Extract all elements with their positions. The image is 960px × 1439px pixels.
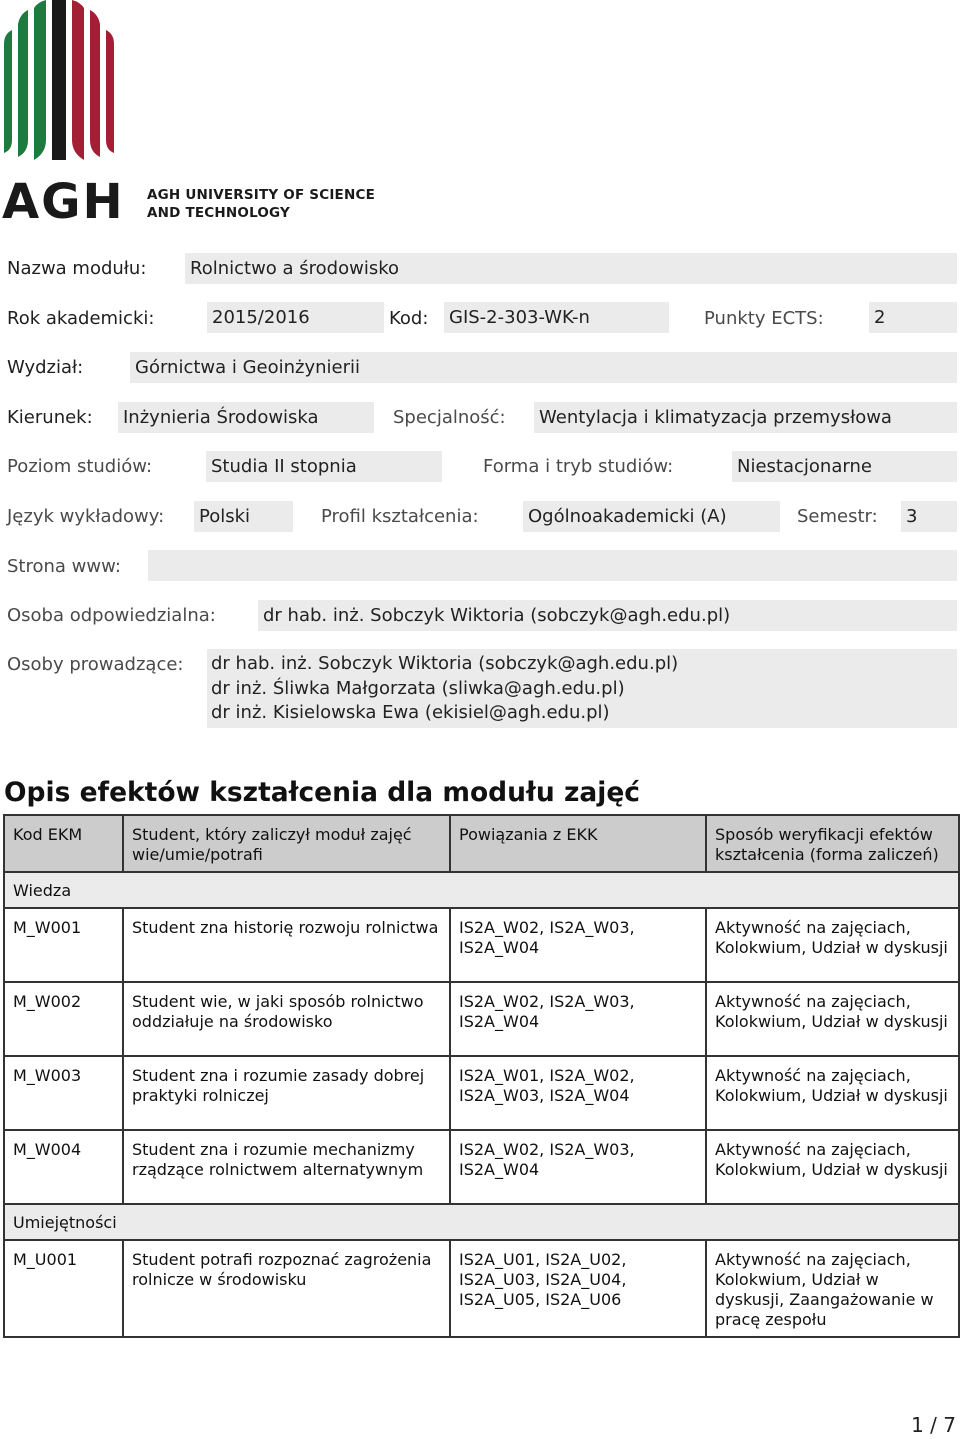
cell-verification: Aktywność na zajęciach, Kolokwium, Udział w dyskusji — [706, 1056, 959, 1130]
table-row — [4, 1130, 959, 1204]
group-name: Umiejętności — [4, 1204, 959, 1240]
teacher-line: dr inż. Kisielowska Ewa (ekisiel@agh.edu.pl) — [211, 702, 610, 723]
cell-description: Student zna historię rozwoju rolnictwa — [123, 908, 450, 982]
table-row — [4, 908, 959, 982]
field-value: Inżynieria Środowiska — [118, 402, 374, 433]
table-row — [4, 1240, 959, 1337]
cell-ekk: IS2A_U01, IS2A_U02, IS2A_U03, IS2A_U04, IS2A_U05, IS2A_U06 — [450, 1240, 706, 1337]
group-row — [4, 1204, 959, 1240]
logo-stripes — [4, 0, 114, 160]
logo-university-name — [147, 186, 375, 222]
ects-label: Punkty ECTS: — [704, 308, 824, 329]
cell-ekk: IS2A_W02, IS2A_W03, IS2A_W04 — [450, 982, 706, 1056]
level-value: Studia II stopnia — [206, 451, 442, 482]
table-row — [4, 1056, 959, 1130]
header-verification: Sposób weryfikacji efektów kształcenia (forma zaliczeń) — [706, 815, 959, 872]
cell-description: Student zna i rozumie zasady dobrej praktyki rolniczej — [123, 1056, 450, 1130]
cell-description: Student zna i rozumie mechanizmy rządzące rolnictwem alternatywnym — [123, 1130, 450, 1204]
cell-verification: Aktywność na zajęciach, Kolokwium, Udział w dyskusji — [706, 982, 959, 1056]
page-number: 1 / 7 — [911, 1413, 956, 1437]
table-header-row — [4, 815, 959, 872]
www-label: Strona www: — [7, 556, 121, 577]
header-code: Kod EKM — [4, 815, 123, 872]
semester-label: Semestr: — [797, 506, 878, 527]
teachers-label: Osoby prowadzące: — [7, 654, 184, 675]
faculty-label: Wydział: — [7, 357, 84, 378]
header-ekk: Powiązania z EKK — [450, 815, 706, 872]
cell-code: M_W001 — [4, 908, 123, 982]
faculty-value: Górnictwa i Geoinżynierii — [130, 352, 957, 383]
cell-code: M_U001 — [4, 1240, 123, 1337]
cell-description: Student potrafi rozpoznać zagrożenia rolnicze w środowisku — [123, 1240, 450, 1337]
semester-value: 3 — [901, 501, 957, 532]
group-row — [4, 872, 959, 908]
code-label: Kod: — [389, 308, 429, 329]
learning-outcomes-table — [3, 814, 960, 1338]
mode-label: Forma i tryb studiów: — [483, 456, 674, 477]
code-value: GIS-2-303-WK-n — [444, 302, 669, 333]
field-label: Kierunek: — [7, 407, 93, 428]
cell-ekk: IS2A_W02, IS2A_W03, IS2A_W04 — [450, 908, 706, 982]
logo-line-2: AND TECHNOLOGY — [147, 205, 291, 221]
section-title: Opis efektów kształcenia dla modułu zajęć — [4, 777, 641, 808]
module-name-label: Nazwa modułu: — [7, 258, 147, 279]
cell-description: Student wie, w jaki sposób rolnictwo oddziałuje na środowisko — [123, 982, 450, 1056]
teachers-value — [207, 649, 957, 728]
cell-code: M_W002 — [4, 982, 123, 1056]
teacher-line: dr hab. inż. Sobczyk Wiktoria (sobczyk@agh.edu.pl) — [211, 653, 679, 674]
level-label: Poziom studiów: — [7, 456, 153, 477]
specialty-label: Specjalność: — [393, 407, 506, 428]
cell-verification: Aktywność na zajęciach, Kolokwium, Udział w dyskusji — [706, 1130, 959, 1204]
cell-verification: Aktywność na zajęciach, Kolokwium, Udział w dyskusji, Zaangażowanie w pracę zespołu — [706, 1240, 959, 1337]
table-row — [4, 982, 959, 1056]
cell-verification: Aktywność na zajęciach, Kolokwium, Udział w dyskusji — [706, 908, 959, 982]
header-description: Student, który zaliczył moduł zajęć wie/umie/potrafi — [123, 815, 450, 872]
module-name-value: Rolnictwo a środowisko — [185, 253, 957, 284]
responsible-label: Osoba odpowiedzialna: — [7, 605, 216, 626]
teacher-line: dr inż. Śliwka Małgorzata (sliwka@agh.edu.pl) — [211, 677, 625, 699]
responsible-value: dr hab. inż. Sobczyk Wiktoria (sobczyk@agh.edu.pl) — [258, 600, 957, 631]
specialty-value: Wentylacja i klimatyzacja przemysłowa — [534, 402, 957, 433]
cell-ekk: IS2A_W02, IS2A_W03, IS2A_W04 — [450, 1130, 706, 1204]
profile-label: Profil kształcenia: — [321, 506, 479, 527]
logo-mark: AGH — [2, 174, 125, 225]
www-value — [148, 550, 957, 581]
academic-year-value: 2015/2016 — [207, 302, 384, 333]
language-value: Polski — [194, 501, 293, 532]
academic-year-label: Rok akademicki: — [7, 308, 155, 329]
cell-code: M_W004 — [4, 1130, 123, 1204]
profile-value: Ogólnoakademicki (A) — [523, 501, 780, 532]
ects-value: 2 — [869, 302, 957, 333]
cell-ekk: IS2A_W01, IS2A_W02, IS2A_W03, IS2A_W04 — [450, 1056, 706, 1130]
logo-line-1: AGH UNIVERSITY OF SCIENCE — [147, 187, 376, 203]
language-label: Język wykładowy: — [7, 506, 165, 527]
group-name: Wiedza — [4, 872, 959, 908]
mode-value: Niestacjonarne — [732, 451, 957, 482]
cell-code: M_W003 — [4, 1056, 123, 1130]
